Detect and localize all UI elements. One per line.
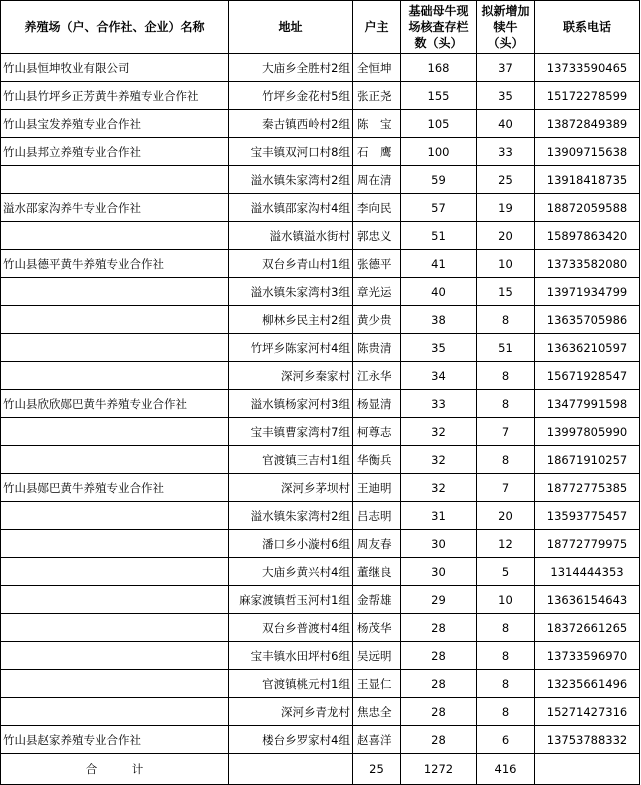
farm-owner: 吴远明	[353, 642, 401, 670]
new-calves-count: 8	[477, 362, 535, 390]
farm-name	[1, 166, 229, 194]
table-row	[1, 82, 640, 110]
farm-owner: 郭忠义	[353, 222, 401, 250]
table-row	[1, 166, 640, 194]
farm-name: 竹山县赵家养殖专业合作社	[1, 726, 229, 754]
farm-owner: 柯尊志	[353, 418, 401, 446]
table-row	[1, 614, 640, 642]
table-row	[1, 726, 640, 754]
stock-count: 34	[401, 362, 477, 390]
stock-count: 29	[401, 586, 477, 614]
table-row	[1, 670, 640, 698]
table-row	[1, 222, 640, 250]
farm-address: 柳林乡民主村2组	[229, 306, 353, 334]
farm-address: 深河乡青龙村	[229, 698, 353, 726]
farm-owner: 章光运	[353, 278, 401, 306]
new-calves-count: 20	[477, 502, 535, 530]
stock-count: 168	[401, 54, 477, 82]
new-calves-count: 7	[477, 474, 535, 502]
phone-number: 13872849389	[535, 110, 640, 138]
table-row	[1, 54, 640, 82]
table-row	[1, 194, 640, 222]
farm-address: 溢水镇朱家湾村2组	[229, 502, 353, 530]
table-row	[1, 446, 640, 474]
new-calves-count: 10	[477, 250, 535, 278]
farm-owner: 张德平	[353, 250, 401, 278]
farm-address: 宝丰镇水田坪村6组	[229, 642, 353, 670]
farm-address: 官渡镇桃元村1组	[229, 670, 353, 698]
farm-name	[1, 670, 229, 698]
farm-name	[1, 222, 229, 250]
table-row	[1, 390, 640, 418]
farm-owner: 杨茂华	[353, 614, 401, 642]
table-row	[1, 530, 640, 558]
table-row	[1, 642, 640, 670]
total-owner-count: 25	[353, 754, 401, 785]
farm-address: 溢水镇邵家沟村4组	[229, 194, 353, 222]
new-calves-count: 8	[477, 698, 535, 726]
table-row	[1, 474, 640, 502]
phone-number: 18772779975	[535, 530, 640, 558]
farm-owner: 陈 宝	[353, 110, 401, 138]
farm-name: 竹山县竹坪乡正芳黄牛养殖专业合作社	[1, 82, 229, 110]
farm-address: 深河乡秦家村	[229, 362, 353, 390]
phone-number: 15897863420	[535, 222, 640, 250]
stock-count: 28	[401, 642, 477, 670]
phone-number: 13235661496	[535, 670, 640, 698]
table-row	[1, 362, 640, 390]
table-row	[1, 558, 640, 586]
farm-name: 竹山县郧巴黄牛养殖专业合作社	[1, 474, 229, 502]
farm-name	[1, 558, 229, 586]
farm-name: 竹山县宝发养殖专业合作社	[1, 110, 229, 138]
new-calves-count: 40	[477, 110, 535, 138]
stock-count: 32	[401, 474, 477, 502]
farm-owner: 黄少贵	[353, 306, 401, 334]
stock-count: 105	[401, 110, 477, 138]
new-calves-count: 7	[477, 418, 535, 446]
farm-owner: 赵喜洋	[353, 726, 401, 754]
new-calves-count: 25	[477, 166, 535, 194]
farm-address: 潘口乡小漩村6组	[229, 530, 353, 558]
stock-count: 155	[401, 82, 477, 110]
stock-count: 28	[401, 670, 477, 698]
new-calves-count: 8	[477, 446, 535, 474]
table-row	[1, 138, 640, 166]
farm-name: 溢水邵家沟养牛专业合作社	[1, 194, 229, 222]
phone-number: 13636210597	[535, 334, 640, 362]
stock-count: 33	[401, 390, 477, 418]
stock-count: 30	[401, 530, 477, 558]
table-row	[1, 418, 640, 446]
farm-name: 竹山县德平黄牛养殖专业合作社	[1, 250, 229, 278]
stock-count: 40	[401, 278, 477, 306]
farm-address: 溢水镇朱家湾村2组	[229, 166, 353, 194]
header-phone: 联系电话	[535, 1, 640, 54]
phone-number: 13909715638	[535, 138, 640, 166]
table-row	[1, 250, 640, 278]
stock-count: 31	[401, 502, 477, 530]
stock-count: 28	[401, 698, 477, 726]
farm-name	[1, 698, 229, 726]
farm-address: 宝丰镇曹家湾村7组	[229, 418, 353, 446]
farm-owner: 张正尧	[353, 82, 401, 110]
table-row	[1, 306, 640, 334]
stock-count: 100	[401, 138, 477, 166]
phone-number: 18671910257	[535, 446, 640, 474]
header-row	[1, 1, 640, 54]
new-calves-count: 8	[477, 306, 535, 334]
new-calves-count: 33	[477, 138, 535, 166]
new-calves-count: 15	[477, 278, 535, 306]
farm-name	[1, 362, 229, 390]
farm-address: 竹坪乡陈家河村4组	[229, 334, 353, 362]
farm-owner: 周友春	[353, 530, 401, 558]
stock-count: 30	[401, 558, 477, 586]
farm-owner: 焦忠全	[353, 698, 401, 726]
farm-name	[1, 418, 229, 446]
stock-count: 38	[401, 306, 477, 334]
stock-count: 32	[401, 418, 477, 446]
farm-owner: 江永华	[353, 362, 401, 390]
phone-number: 1314444353	[535, 558, 640, 586]
farm-address: 大庙乡全胜村2组	[229, 54, 353, 82]
farm-owner: 石 鹰	[353, 138, 401, 166]
stock-count: 35	[401, 334, 477, 362]
table-row	[1, 586, 640, 614]
table-row	[1, 110, 640, 138]
farm-owner: 王迪明	[353, 474, 401, 502]
farm-address: 深河乡茅坝村	[229, 474, 353, 502]
table-row	[1, 278, 640, 306]
farm-owner: 王显仁	[353, 670, 401, 698]
stock-count: 32	[401, 446, 477, 474]
stock-count: 59	[401, 166, 477, 194]
farm-name: 竹山县恒坤牧业有限公司	[1, 54, 229, 82]
farm-name	[1, 642, 229, 670]
phone-number: 13593775457	[535, 502, 640, 530]
phone-number: 13997805990	[535, 418, 640, 446]
farm-name	[1, 586, 229, 614]
stock-count: 28	[401, 726, 477, 754]
farm-address: 官渡镇三吉村1组	[229, 446, 353, 474]
new-calves-count: 19	[477, 194, 535, 222]
farm-name	[1, 306, 229, 334]
new-calves-count: 12	[477, 530, 535, 558]
new-calves-count: 37	[477, 54, 535, 82]
farm-address: 楼台乡罗家村4组	[229, 726, 353, 754]
farm-address: 大庙乡黄兴村4组	[229, 558, 353, 586]
farm-name	[1, 502, 229, 530]
new-calves-count: 20	[477, 222, 535, 250]
farm-address: 宝丰镇双河口村8组	[229, 138, 353, 166]
new-calves-count: 51	[477, 334, 535, 362]
farm-address: 秦古镇西岭村2组	[229, 110, 353, 138]
farm-owner: 杨显清	[353, 390, 401, 418]
phone-number: 13635705986	[535, 306, 640, 334]
farm-name	[1, 278, 229, 306]
farm-name: 竹山县欣欣郧巴黄牛养殖专业合作社	[1, 390, 229, 418]
farm-owner: 金帮雄	[353, 586, 401, 614]
phone-number: 13733582080	[535, 250, 640, 278]
new-calves-count: 35	[477, 82, 535, 110]
table-row	[1, 698, 640, 726]
farm-owner: 华衡兵	[353, 446, 401, 474]
phone-number: 13753788332	[535, 726, 640, 754]
header-new-calves: 拟新增加犊牛（头）	[477, 1, 535, 54]
header-name: 养殖场（户、合作社、企业）名称	[1, 1, 229, 54]
stock-count: 41	[401, 250, 477, 278]
farm-owner: 董继良	[353, 558, 401, 586]
table-row	[1, 502, 640, 530]
header-stock: 基础母牛现场核查存栏数（头）	[401, 1, 477, 54]
new-calves-count: 6	[477, 726, 535, 754]
new-calves-count: 10	[477, 586, 535, 614]
new-calves-count: 8	[477, 390, 535, 418]
farm-owner: 全恒坤	[353, 54, 401, 82]
phone-number: 13971934799	[535, 278, 640, 306]
phone-number: 18372661265	[535, 614, 640, 642]
phone-number: 13733596970	[535, 642, 640, 670]
stock-count: 28	[401, 614, 477, 642]
farm-name	[1, 334, 229, 362]
phone-number: 18772775385	[535, 474, 640, 502]
farm-address: 溢水镇杨家河村3组	[229, 390, 353, 418]
farm-address: 竹坪乡金花村5组	[229, 82, 353, 110]
phone-number: 15671928547	[535, 362, 640, 390]
new-calves-count: 8	[477, 642, 535, 670]
phone-number: 15172278599	[535, 82, 640, 110]
phone-number: 18872059588	[535, 194, 640, 222]
farm-name	[1, 530, 229, 558]
farm-owner: 吕志明	[353, 502, 401, 530]
farm-owner: 李向民	[353, 194, 401, 222]
new-calves-count: 8	[477, 670, 535, 698]
farm-address: 双台乡青山村1组	[229, 250, 353, 278]
total-stock: 1272	[401, 754, 477, 785]
phone-number: 13477991598	[535, 390, 640, 418]
new-calves-count: 5	[477, 558, 535, 586]
total-new-calves: 416	[477, 754, 535, 785]
table-row	[1, 334, 640, 362]
farm-address: 麻家渡镇哲玉河村1组	[229, 586, 353, 614]
header-address: 地址	[229, 1, 353, 54]
farm-name	[1, 446, 229, 474]
farm-owner: 周在清	[353, 166, 401, 194]
farm-address: 双台乡普渡村4组	[229, 614, 353, 642]
table-body	[1, 54, 640, 785]
farm-address: 溢水镇朱家湾村3组	[229, 278, 353, 306]
phone-number: 13918418735	[535, 166, 640, 194]
phone-number: 13636154643	[535, 586, 640, 614]
farm-name	[1, 614, 229, 642]
farm-name: 竹山县邦立养殖专业合作社	[1, 138, 229, 166]
phone-number: 13733590465	[535, 54, 640, 82]
total-label: 合 计	[1, 754, 229, 785]
header-owner: 户主	[353, 1, 401, 54]
stock-count: 57	[401, 194, 477, 222]
farm-address: 溢水镇溢水街村	[229, 222, 353, 250]
phone-number: 15271427316	[535, 698, 640, 726]
stock-count: 51	[401, 222, 477, 250]
new-calves-count: 8	[477, 614, 535, 642]
farm-owner: 陈贵清	[353, 334, 401, 362]
